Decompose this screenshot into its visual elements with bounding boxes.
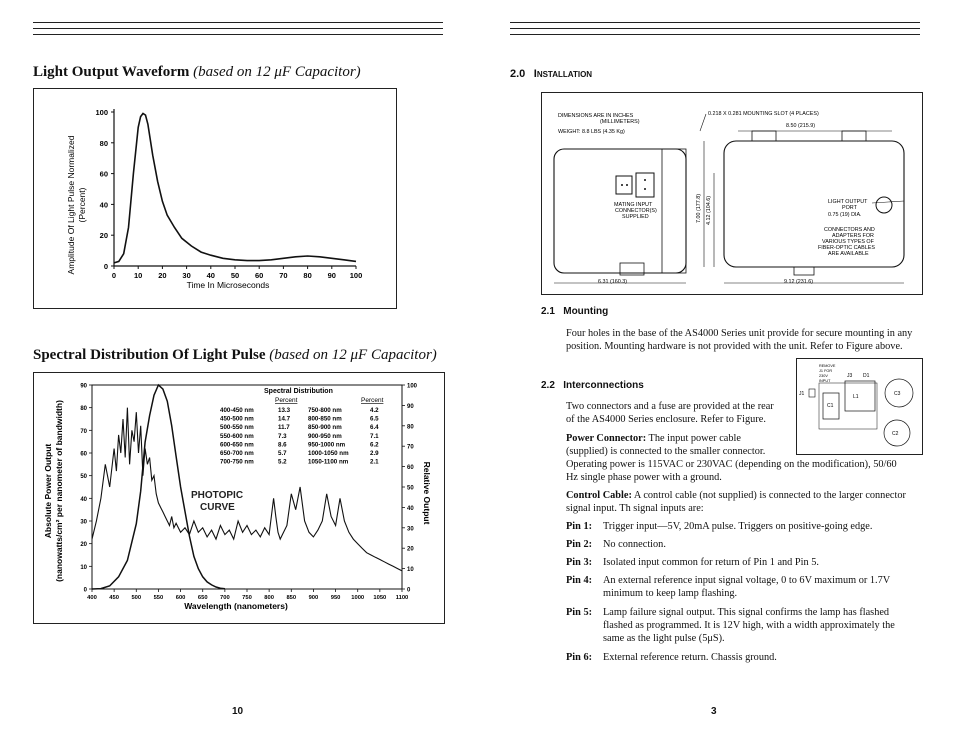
control-cable-text: A control cable (not supplied) is connected to the larger connector signal input. Th signal inputs are: — [566, 490, 906, 514]
spectral-x-tick-label: 550 — [153, 595, 164, 601]
pin-text: An external reference input signal voltage, 0 to 6V maximum or 1.7V minimum to keep lamp flashing. — [603, 575, 891, 599]
circuit-remove-3: 230V — [819, 374, 828, 378]
waveform-x-tick-label: 100 — [349, 271, 363, 280]
waveform-x-tick-label: 70 — [279, 271, 288, 280]
installation-section-number: 2.0 — [510, 68, 526, 80]
circuit-c1: C1 — [827, 403, 834, 409]
spectral-x-tick-label: 1100 — [395, 595, 409, 601]
spectral-row-range: 450-500 nm — [220, 415, 254, 423]
waveform-title — [33, 64, 361, 81]
spectral-y-tick-label: 20 — [80, 542, 87, 549]
circuit-diagram-svg — [797, 359, 922, 454]
installation-title-rest: NSTALLATION — [536, 70, 593, 79]
waveform-ylabel-line1: Amplitude Of Light Pulse Normalized — [66, 135, 76, 275]
spectral-x-tick-label: 450 — [109, 595, 119, 601]
control-cable-paragraph — [566, 489, 911, 515]
leader-slot — [700, 114, 706, 131]
spectral-y-right-tick-label: 80 — [407, 424, 414, 431]
spectral-y-right-tick-label: 10 — [407, 567, 414, 574]
interconnections-line2: of the AS4000 Series enclosure. Refer to Figure. — [566, 414, 766, 425]
waveform-x-tick-label: 40 — [206, 271, 215, 280]
interconnections-heading: 2.2 Interconnections — [541, 380, 644, 391]
header-rule-left-3 — [33, 34, 443, 35]
waveform-x-tick-label: 0 — [111, 271, 117, 280]
spectral-row-range: 750-800 nm — [308, 407, 342, 414]
adapters-label-2: ADAPTERS FOR — [832, 233, 874, 239]
front-view-tab-left — [752, 131, 776, 141]
pin-label: Pin 2: — [566, 539, 593, 550]
right-page-number: 3 — [711, 706, 717, 717]
dim-700: 7.00 (177.8) — [696, 193, 702, 223]
photopic-label-line2: CURVE — [200, 502, 235, 513]
waveform-x-tick-label: 50 — [230, 271, 240, 280]
waveform-x-tick-label: 80 — [303, 271, 312, 280]
spectral-row-range: 650-700 nm — [220, 450, 254, 457]
pin-text: Lamp failure signal output. This signal confirms the lamp has flashed flashed as programmed. It is 12V high, with a width approximately the same as the light pulse (5μS). — [603, 607, 895, 644]
left-page-number: 10 — [232, 706, 244, 717]
spectral-row-percent: 6.2 — [370, 441, 379, 449]
spectral-table-title: Spectral Distribution — [264, 388, 333, 395]
circuit-c2: C2 — [892, 431, 899, 437]
spectral-y-tick-label: 50 — [80, 474, 87, 481]
header-rule-left-2 — [33, 28, 443, 29]
spectral-row-range: 500-550 nm — [220, 424, 254, 432]
light-output-label-1: LIGHT OUTPUT — [828, 199, 868, 205]
circuit-remove-2: J1 FOR — [819, 369, 833, 373]
spectral-row-percent: 7.3 — [278, 432, 287, 440]
spectral-y-tick-label: 80 — [80, 406, 87, 413]
spectral-row-percent: 2.1 — [370, 458, 379, 466]
spectral-x-tick-label: 800 — [264, 595, 274, 601]
spectral-ylabel-line1: Absolute Power Output — [43, 443, 53, 539]
power-connector-line3: Operating power is 115VAC or 230VAC (depending on the modification), 50/60 Hz single phase power with a ground. — [566, 459, 897, 483]
dimension-drawing — [541, 92, 923, 295]
waveform-figure — [33, 88, 397, 309]
power-connector-line1 — [566, 432, 741, 445]
control-cable-label: Control Cable: — [566, 490, 632, 501]
connector-pin — [621, 184, 623, 186]
spectral-ylabel-right: Relative Output — [422, 461, 432, 525]
spectral-title — [33, 347, 437, 364]
spectral-figure — [33, 372, 445, 624]
spectral-y-tick-label: 60 — [80, 451, 87, 458]
spectral-y-tick-label: 40 — [80, 496, 87, 503]
waveform-y-tick-label: 100 — [95, 108, 108, 117]
header-rule-right-3 — [510, 34, 920, 35]
spectral-x-tick-label: 900 — [308, 595, 319, 601]
weight-note: WEIGHT: 8.8 LBS (4.35 Kg) — [558, 129, 625, 135]
spectral-row-range: 1050-1100 nm — [308, 458, 349, 466]
spectral-y-tick-label: 30 — [80, 519, 87, 526]
spectral-y-right-tick-label: 0 — [407, 587, 411, 594]
spectral-row-percent: 5.2 — [278, 458, 287, 466]
spectral-table-col-percent-2: Percent — [361, 397, 384, 404]
power-connector-line2: (supplied) is connected to the smaller connector. — [566, 446, 766, 457]
mount-slot-note: 0.218 X 0.281 MOUNTING SLOT (4 PLACES) — [708, 111, 819, 117]
mating-label-2: CONNECTOR(S) — [615, 208, 657, 214]
installation-heading — [510, 64, 592, 82]
circuit-l1: L1 — [853, 394, 859, 400]
spectral-y-right-tick-label: 90 — [407, 403, 414, 410]
waveform-chart — [34, 89, 396, 308]
spectral-row-percent: 2.9 — [370, 450, 379, 457]
circuit-j3: J3 — [847, 373, 853, 379]
connector-large — [636, 173, 654, 197]
spectral-x-tick-label: 600 — [175, 595, 186, 601]
spectral-row-percent: 7.1 — [370, 432, 379, 440]
waveform-y-tick-label: 80 — [99, 138, 108, 148]
spectral-row-range: 1000-1050 nm — [308, 450, 349, 457]
spectral-y-tick-label: 90 — [80, 383, 87, 390]
waveform-xlabel: Time In Microseconds — [186, 280, 270, 290]
spectral-y-right-tick-label: 70 — [407, 444, 414, 451]
pin-label: Pin 1: — [566, 521, 593, 532]
connector-small — [616, 176, 632, 194]
waveform-x-tick-label: 20 — [158, 271, 167, 280]
pin-text: External reference return. Chassis ground. — [603, 652, 777, 663]
spectral-x-tick-label: 400 — [87, 595, 97, 601]
spectral-photopic-series-line — [92, 385, 225, 589]
spectral-xlabel: Wavelength (nanometers) — [184, 601, 288, 611]
spectral-row-range: 900-950 nm — [308, 432, 342, 440]
power-connector-label: Power Connector: — [566, 433, 647, 444]
spectral-row-range: 600-650 nm — [220, 441, 254, 449]
circuit-c3: C3 — [894, 391, 901, 397]
spectral-y-right-tick-label: 60 — [407, 465, 414, 472]
spectral-row-percent: 6.5 — [370, 415, 379, 423]
pin-label: Pin 6: — [566, 652, 593, 663]
mating-label-3: SUPPLIED — [622, 214, 649, 220]
installation-title-initial: I — [533, 68, 537, 80]
spectral-y-tick-label: 0 — [83, 587, 87, 594]
spectral-table-col-percent-1: Percent — [275, 397, 298, 404]
front-view-tab-right — [842, 131, 866, 141]
mounting-heading: 2.1 Mounting — [541, 306, 609, 317]
dim-631: 6.31 (160.3) — [598, 279, 628, 285]
connector-pin — [644, 179, 646, 181]
connector-pin — [644, 188, 646, 190]
spectral-row-percent: 6.4 — [370, 424, 379, 432]
spectral-y-right-tick-label: 50 — [407, 485, 414, 492]
spectral-row-range: 400-450 nm — [220, 407, 254, 414]
spectral-subtitle: (based on 12 μF Capacitor) — [269, 347, 437, 363]
spectral-row-percent: 4.2 — [370, 407, 379, 414]
pin-text: No connection. — [603, 539, 666, 550]
waveform-y-tick-label: 0 — [103, 262, 108, 271]
circuit-d1: D1 — [863, 373, 870, 379]
waveform-y-tick-label: 20 — [99, 231, 108, 241]
pin-label: Pin 4: — [566, 575, 593, 586]
spectral-y-right-tick-label: 40 — [407, 505, 414, 512]
adapters-label-3: VARIOUS TYPES OF — [822, 239, 874, 245]
front-view-foot — [794, 267, 814, 275]
spectral-row-range: 800-850 nm — [308, 415, 342, 423]
spectral-chart — [34, 373, 444, 623]
waveform-y-tick-label: 60 — [99, 169, 108, 179]
photopic-label-line1: PHOTOPIC — [191, 490, 244, 501]
light-output-label-3: 0.75 (19) DIA. — [828, 212, 862, 218]
spectral-row-percent: 8.6 — [278, 441, 287, 449]
waveform-x-tick-label: 60 — [255, 271, 264, 280]
waveform-x-tick-label: 10 — [134, 271, 143, 280]
spectral-row-range: 700-750 nm — [220, 458, 254, 466]
circuit-remove-1: REMOVE — [819, 364, 836, 368]
mounting-paragraph: Four holes in the base of the AS4000 Series unit provide for secure mounting in any position. Mounting hardware is not provided with the unit. Refer to Figure above. — [566, 328, 913, 352]
spectral-x-tick-label: 1050 — [373, 595, 387, 601]
spectral-row-range: 550-600 nm — [220, 432, 254, 440]
spectral-y-tick-label: 70 — [80, 428, 87, 435]
spectral-x-tick-label: 750 — [242, 595, 252, 601]
pin-text: Isolated input common for return of Pin 1 and Pin 5. — [603, 557, 819, 568]
header-rule-right-2 — [510, 28, 920, 29]
power-connector-text1: The input power cable — [646, 433, 741, 444]
pin-label: Pin 5: — [566, 607, 593, 618]
mating-label-1: MATING INPUT — [614, 202, 653, 208]
enclosure-front-view — [724, 141, 904, 267]
enclosure-side-inner — [662, 149, 686, 273]
dimension-drawing-svg — [542, 93, 922, 294]
spectral-row-range: 850-900 nm — [308, 424, 342, 432]
spectral-x-tick-label: 500 — [131, 595, 142, 601]
spectral-row-percent: 5.7 — [278, 450, 287, 457]
interconnections-line1: Two connectors and a fuse are provided at the rear — [566, 401, 774, 412]
spectral-row-percent: 13.3 — [278, 407, 291, 414]
spectral-y-right-tick-label: 20 — [407, 546, 414, 553]
spectral-row-range: 950-1000 nm — [308, 441, 346, 449]
adapters-label-5: ARE AVAILABLE — [828, 251, 869, 257]
waveform-ylabel-line2: (Percent) — [77, 187, 87, 223]
dim-912: 9.12 (231.6) — [784, 279, 814, 285]
spectral-row-percent: 14.7 — [278, 415, 291, 423]
spectral-x-tick-label: 850 — [286, 595, 297, 601]
dim-note-1: DIMENSIONS ARE IN INCHES — [558, 113, 634, 119]
waveform-x-tick-label: 90 — [327, 271, 336, 280]
waveform-subtitle: (based on 12 μF Capacitor) — [193, 64, 361, 80]
waveform-y-tick-label: 40 — [99, 200, 108, 210]
spectral-row-percent: 11.7 — [278, 424, 290, 432]
circuit-j1: J1 — [799, 391, 805, 397]
header-rule-left-1 — [33, 22, 443, 23]
circuit-remove-4: INPUT — [819, 379, 831, 383]
pin-label: Pin 3: — [566, 557, 593, 568]
circuit-diagram — [796, 358, 923, 455]
pin-text: Trigger input—5V, 20mA pulse. Triggers on positive-going edge. — [603, 521, 873, 532]
dim-note-2: (MILLIMETERS) — [600, 119, 640, 125]
spectral-x-tick-label: 650 — [197, 595, 208, 601]
connector-pin — [626, 184, 628, 186]
header-rule-right-1 — [510, 22, 920, 23]
spectral-y-tick-label: 10 — [80, 564, 87, 571]
adapters-label-4: FIBER-OPTIC CABLES — [818, 245, 875, 251]
dim-850: 8.50 (215.9) — [786, 123, 816, 129]
circuit-l1-box — [845, 381, 875, 411]
adapters-label-1: CONNECTORS AND — [824, 227, 875, 233]
dim-412: 4.12 (104.6) — [706, 195, 712, 225]
spectral-y-right-tick-label: 30 — [407, 526, 414, 533]
waveform-x-tick-label: 30 — [182, 271, 191, 280]
spectral-x-tick-label: 950 — [330, 595, 341, 601]
spectral-y-right-tick-label: 100 — [407, 383, 418, 390]
spectral-x-tick-label: 1000 — [351, 595, 365, 601]
light-output-port — [876, 197, 892, 213]
waveform-series-line — [114, 114, 356, 263]
circuit-j1-box — [809, 389, 815, 397]
light-output-label-2: PORT — [842, 205, 857, 211]
spectral-x-tick-label: 700 — [220, 595, 230, 601]
spectral-title-text: Spectral Distribution Of Light Pulse — [33, 347, 266, 363]
waveform-title-text: Light Output Waveform — [33, 64, 190, 80]
spectral-ylabel-line2: (nanowatts/cm² per nanometer of bandwidth) — [54, 400, 64, 582]
